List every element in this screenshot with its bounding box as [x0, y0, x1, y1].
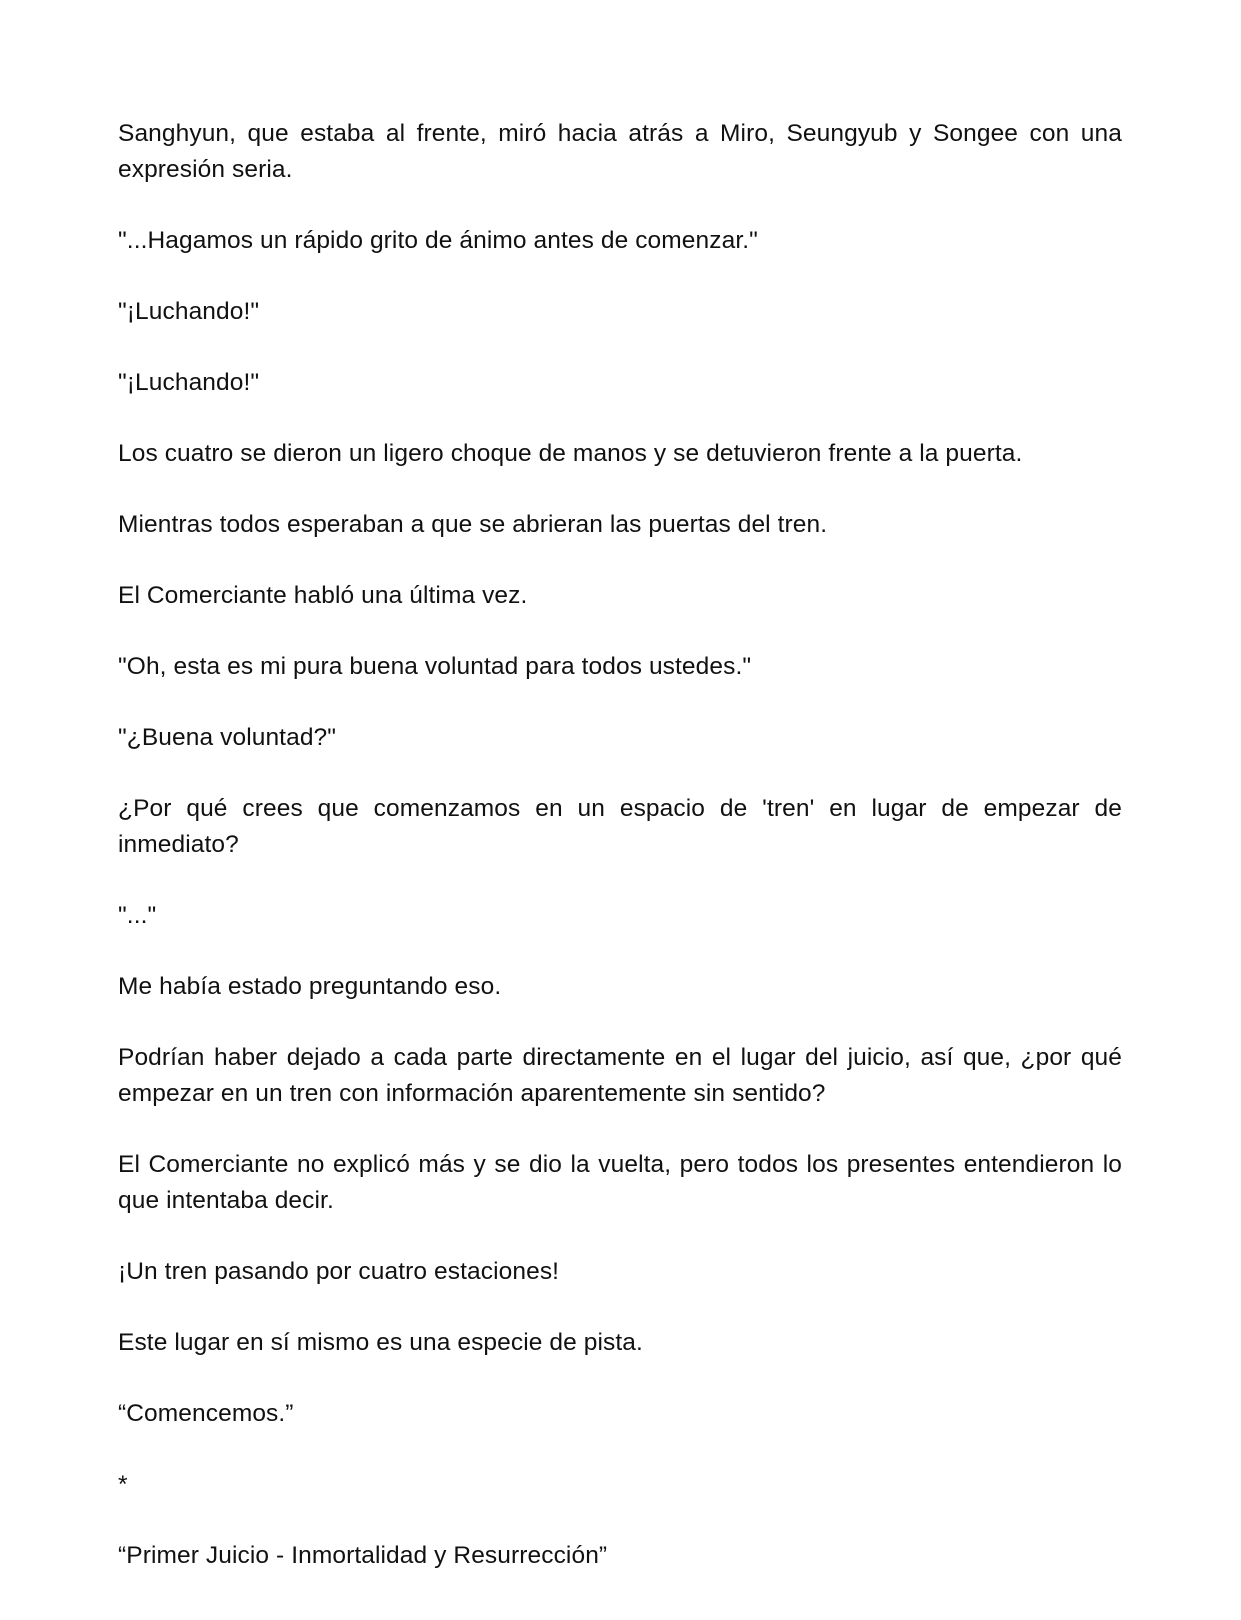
- scene-break-asterisk: *: [118, 1471, 128, 1498]
- paragraph-3: "¡Luchando!": [118, 298, 260, 325]
- paragraph-10: ¿Por qué crees que comenzamos en un espacio de 'tren' en lugar de empezar de inmediato?: [118, 795, 1122, 858]
- paragraph-4: "¡Luchando!": [118, 369, 260, 396]
- document-page: [118, 116, 1122, 1609]
- paragraph-8: "Oh, esta es mi pura buena voluntad para todos ustedes.": [118, 653, 752, 680]
- paragraph-1: Sanghyun, que estaba al frente, miró hacia atrás a Miro, Seungyub y Songee con una expresión seria.: [118, 120, 1122, 183]
- paragraph-7: El Comerciante habló una última vez.: [118, 582, 528, 609]
- paragraph-2: "...Hagamos un rápido grito de ánimo antes de comenzar.": [118, 227, 758, 254]
- paragraph-11: "...": [118, 902, 157, 929]
- paragraph-5: Los cuatro se dieron un ligero choque de manos y se detuvieron frente a la puerta.: [118, 440, 1023, 467]
- paragraph-15: ¡Un tren pasando por cuatro estaciones!: [118, 1258, 560, 1285]
- chapter-heading: “Primer Juicio - Inmortalidad y Resurrección”: [118, 1542, 608, 1569]
- paragraph-6: Mientras todos esperaban a que se abrieran las puertas del tren.: [118, 511, 828, 538]
- paragraph-17: “Comencemos.”: [118, 1400, 294, 1427]
- paragraph-9: "¿Buena voluntad?": [118, 724, 337, 751]
- paragraph-14: El Comerciante no explicó más y se dio la vuelta, pero todos los presentes entendieron lo que intentaba decir.: [118, 1151, 1122, 1214]
- paragraph-12: Me había estado preguntando eso.: [118, 973, 502, 1000]
- paragraph-13: Podrían haber dejado a cada parte directamente en el lugar del juicio, así que, ¿por qué empezar en un tren con información aparentemente sin sentido?: [118, 1044, 1122, 1107]
- paragraph-16: Este lugar en sí mismo es una especie de pista.: [118, 1329, 643, 1356]
